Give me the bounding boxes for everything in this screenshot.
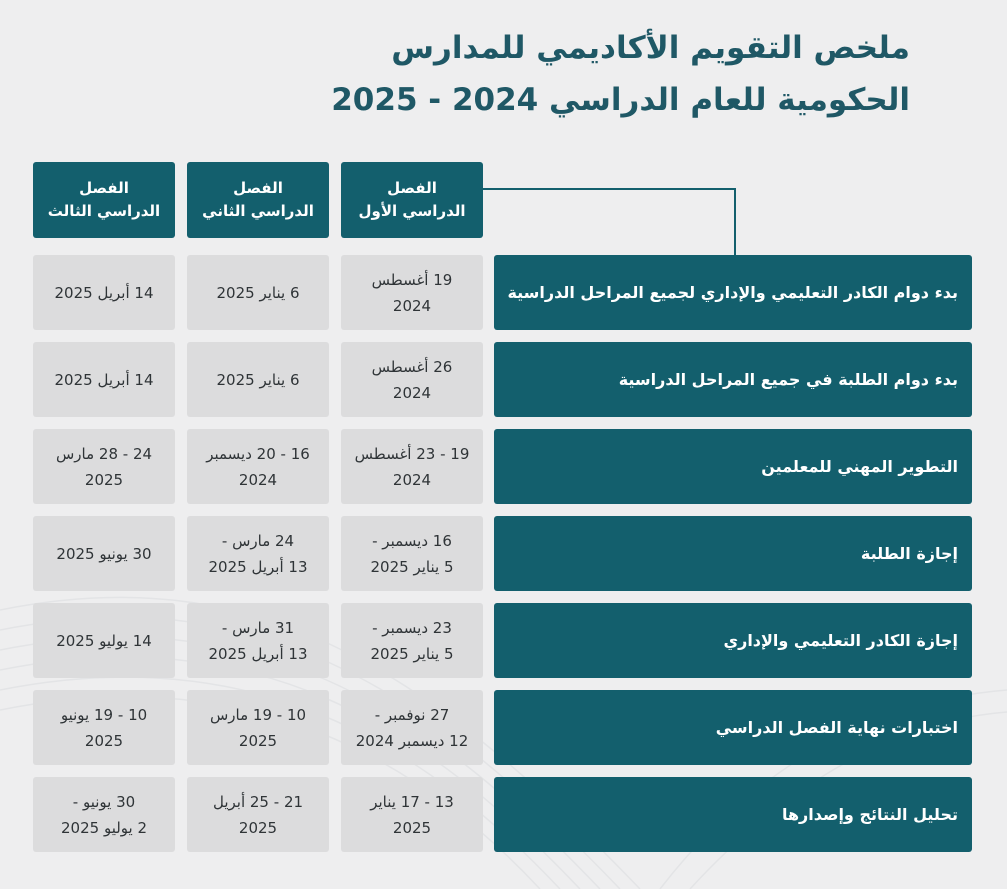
cell-text: 31 مارس - 13 أبريل 2025 — [208, 618, 308, 663]
cell-text: 26 أغسطس 2024 — [371, 357, 453, 402]
title-line-2: الحكومية للعام الدراسي 2024 - 2025 — [331, 82, 910, 118]
cell-students-start-term-2 — [187, 342, 329, 417]
row-label-final-exams: اختبارات نهاية الفصل الدراسي — [494, 690, 972, 765]
cell-text: 19 - 23 أغسطس 2024 — [354, 444, 470, 489]
cell-final-exams-term-1 — [341, 690, 483, 765]
cell-text: 14 أبريل 2025 — [54, 370, 154, 389]
cell-staff-start-term-1 — [341, 255, 483, 330]
cell-professional-development-term-3 — [33, 429, 175, 504]
cell-text: 10 - 19 يونيو 2025 — [60, 705, 148, 750]
cell-text: 27 نوفمبر - 12 ديسمبر 2024 — [355, 705, 469, 750]
header-term-3 — [33, 162, 175, 238]
header-term-1 — [341, 162, 483, 238]
cell-final-exams-term-3 — [33, 690, 175, 765]
cell-text: 14 أبريل 2025 — [54, 283, 154, 302]
cell-text: 21 - 25 أبريل 2025 — [212, 792, 304, 837]
row-label-staff-holiday: إجازة الكادر التعليمي والإداري — [494, 603, 972, 678]
cell-staff-start-term-3 — [33, 255, 175, 330]
row-label-students-start: بدء دوام الطلبة في جميع المراحل الدراسية — [494, 342, 972, 417]
cell-text: 13 - 17 يناير 2025 — [370, 792, 454, 837]
cell-final-exams-term-2 — [187, 690, 329, 765]
cell-staff-start-term-2 — [187, 255, 329, 330]
cell-text: 16 - 20 ديسمبر 2024 — [206, 444, 310, 489]
cell-staff-holiday-term-2 — [187, 603, 329, 678]
row-label-student-holiday: إجازة الطلبة — [494, 516, 972, 591]
cell-staff-holiday-term-1 — [341, 603, 483, 678]
cell-results-analysis-term-1 — [341, 777, 483, 852]
page-title — [40, 22, 910, 126]
cell-text: 30 يونيو - 2 يوليو 2025 — [60, 792, 148, 837]
cell-text: 6 يناير 2025 — [216, 283, 300, 302]
cell-text: 19 أغسطس 2024 — [371, 270, 453, 315]
cell-student-holiday-term-3 — [33, 516, 175, 591]
cell-students-start-term-3 — [33, 342, 175, 417]
cell-text: 6 يناير 2025 — [216, 370, 300, 389]
cell-text: 10 - 19 مارس 2025 — [209, 705, 307, 750]
cell-student-holiday-term-1 — [341, 516, 483, 591]
cell-text: 23 ديسمبر - 5 يناير 2025 — [370, 618, 454, 663]
cell-results-analysis-term-2 — [187, 777, 329, 852]
header-term-3-label: الفصل الدراسي الثالث — [47, 179, 161, 220]
row-label-professional-development: التطوير المهني للمعلمين — [494, 429, 972, 504]
cell-text: 24 - 28 مارس 2025 — [55, 444, 153, 489]
cell-students-start-term-1 — [341, 342, 483, 417]
header-term-2-label: الفصل الدراسي الثاني — [202, 179, 314, 220]
cell-professional-development-term-2 — [187, 429, 329, 504]
cell-text: 30 يونيو 2025 — [56, 544, 152, 563]
title-line-1: ملخص التقويم الأكاديمي للمدارس — [391, 30, 910, 66]
cell-text: 16 ديسمبر - 5 يناير 2025 — [370, 531, 454, 576]
cell-student-holiday-term-2 — [187, 516, 329, 591]
cell-professional-development-term-1 — [341, 429, 483, 504]
cell-results-analysis-term-3 — [33, 777, 175, 852]
cell-text: 14 يوليو 2025 — [56, 631, 152, 650]
row-label-results-analysis: تحليل النتائج وإصدارها — [494, 777, 972, 852]
row-label-staff-start: بدء دوام الكادر التعليمي والإداري لجميع المراحل الدراسية — [494, 255, 972, 330]
header-term-1-label: الفصل الدراسي الأول — [358, 179, 466, 220]
cell-text: 24 مارس - 13 أبريل 2025 — [208, 531, 308, 576]
cell-staff-holiday-term-3 — [33, 603, 175, 678]
header-term-2 — [187, 162, 329, 238]
